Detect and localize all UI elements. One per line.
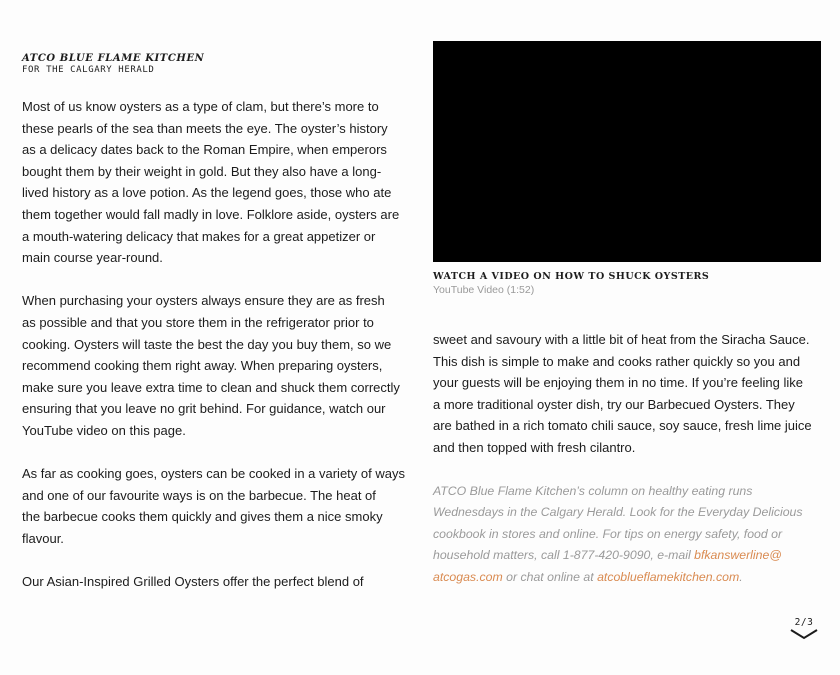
text-line: cookbook in stores and online. For tips on energy safety, food or bbox=[433, 526, 783, 541]
text-line: ensuring that you leave no grit behind. For guidance, watch our bbox=[22, 401, 386, 417]
email-link[interactable]: bfkanswerline@ bbox=[694, 548, 782, 563]
text-line: main course year-round. bbox=[22, 250, 163, 266]
byline-author: ATCO BLUE FLAME KITCHEN bbox=[22, 53, 205, 64]
text-line: as possible and that you store them in the refrigerator prior to bbox=[22, 314, 374, 330]
paragraph-recipe-continued bbox=[433, 329, 821, 459]
text-line: cooking. Oysters will taste the best the day you buy them, so we bbox=[22, 336, 392, 352]
text-line: lived history as a love potion. As the legend goes, those who ate bbox=[22, 185, 392, 201]
text-line: and then topped with fresh cilantro. bbox=[433, 439, 636, 455]
text-line: . bbox=[739, 569, 743, 584]
column-footer-note bbox=[433, 481, 821, 589]
text-line: flavour. bbox=[22, 530, 64, 546]
text-line: make sure you leave extra time to clean and shuck them correctly bbox=[22, 379, 400, 395]
paragraph-recipe bbox=[22, 571, 414, 593]
footer-note-text bbox=[433, 481, 821, 589]
page-count: 2/3 bbox=[794, 617, 814, 628]
text-line: Most of us know oysters as a type of clam, but there’s more to bbox=[22, 99, 379, 114]
text-line: Our Asian-Inspired Grilled Oysters offer the perfect blend of bbox=[22, 574, 364, 590]
text-line: This dish is simple to make and cooks rather quickly so you and bbox=[433, 353, 801, 369]
paragraph-cooking bbox=[22, 463, 414, 549]
text-line: a more traditional oyster dish, try our Barbecued Oysters. They bbox=[433, 396, 795, 412]
video-duration: YouTube Video (1:52) bbox=[433, 284, 535, 296]
text-line: As far as cooking goes, oysters can be cooked in a variety of ways bbox=[22, 466, 405, 482]
text-line: a mouth-watering delicacy that makes for a great appetizer or bbox=[22, 228, 376, 244]
article-body-right bbox=[433, 329, 821, 459]
text-line: or chat online at bbox=[502, 569, 598, 584]
website-link[interactable]: atcoblueflamekitchen.com bbox=[597, 569, 740, 584]
text-line: bought them by their weight in gold. But they also have a long- bbox=[22, 163, 382, 179]
page-navigation[interactable] bbox=[786, 617, 822, 640]
text-line: and one of our favourite ways is on the barbecue. The heat of bbox=[22, 487, 376, 503]
text-line: them together would fall madly in love. Folklore aside, oysters are bbox=[22, 206, 400, 222]
video-title-link[interactable]: WATCH A VIDEO ON HOW TO SHUCK OYSTERS bbox=[433, 271, 710, 282]
text-line: Wednesdays in the Calgary Herald. Look for the Everyday Delicious bbox=[433, 505, 803, 520]
text-line: are bathed in a rich tomato chili sauce, soy sauce, fresh lime juice bbox=[433, 418, 812, 434]
byline-publication: FOR THE CALGARY HERALD bbox=[22, 65, 155, 75]
text-line: recommend cooking them right away. When preparing oysters, bbox=[22, 358, 383, 374]
article-left-column bbox=[22, 52, 414, 593]
article-right-column bbox=[433, 41, 821, 589]
text-line: the barbecue cooks them quickly and gives them a nice smoky bbox=[22, 509, 383, 525]
text-line: as a delicacy dates back to the Roman Empire, when emperors bbox=[22, 142, 387, 158]
paragraph-purchasing bbox=[22, 290, 414, 441]
text-line: YouTube video on this page. bbox=[22, 422, 186, 438]
text-line: ATCO Blue Flame Kitchen’s column on healthy eating runs bbox=[433, 483, 753, 498]
chevron-down-icon[interactable] bbox=[789, 628, 819, 640]
article-body-left bbox=[22, 96, 414, 593]
email-link-continued[interactable]: atcogas.com bbox=[433, 569, 503, 584]
video-player[interactable] bbox=[433, 41, 821, 262]
text-line: your guests will be enjoying them in no time. If you’re feeling like bbox=[433, 375, 803, 391]
paragraph-intro bbox=[22, 96, 414, 269]
text-line: these pearls of the sea than meets the eye. The oyster’s history bbox=[22, 120, 388, 136]
text-line: sweet and savoury with a little bit of heat from the Siracha Sauce. bbox=[433, 332, 810, 347]
text-line: household matters, call 1-877-420-9090, e-mail bbox=[433, 548, 695, 563]
text-line: When purchasing your oysters always ensure they are as fresh bbox=[22, 293, 385, 309]
